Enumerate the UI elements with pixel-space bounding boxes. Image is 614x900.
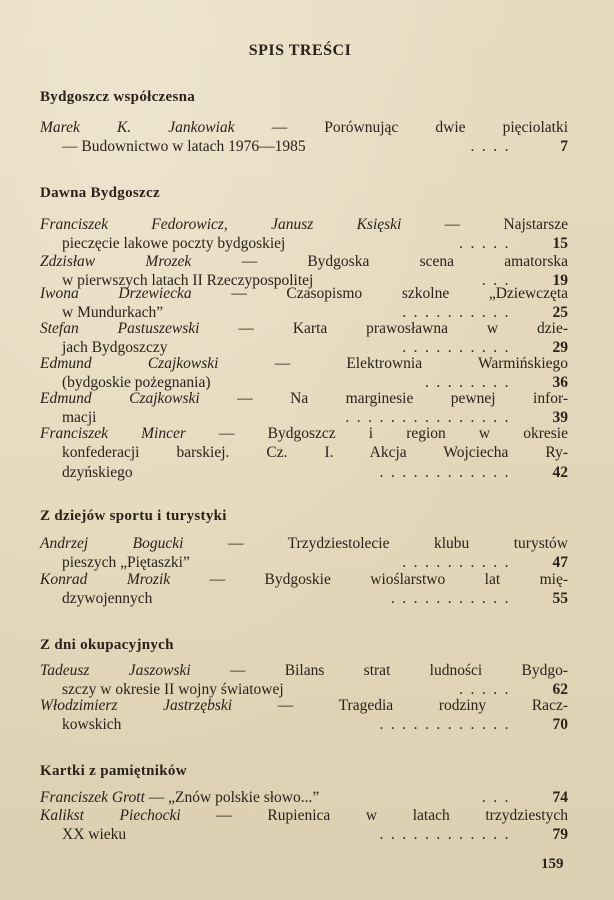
entry-title: — Budownictwo w latach 1976—1985 xyxy=(62,138,306,156)
leader-dots: ............ xyxy=(379,716,516,734)
entry-title: — „Znów polskie słowo...” xyxy=(144,789,320,806)
entry-author: Franciszek Fedorowicz, Janusz Księski xyxy=(40,216,402,233)
entry-title: — Bydgoska scena amatorska xyxy=(191,253,568,270)
entry-title: (bydgoskie pożegnania) xyxy=(62,374,211,392)
toc-entry xyxy=(40,284,568,323)
entry-author: Kalikst Piechocki xyxy=(40,807,181,824)
leader-dots: .... xyxy=(470,138,516,156)
entry-title: — Najstarsze xyxy=(401,216,568,233)
entry-author: Włodzimierz Jastrzębski xyxy=(40,697,233,714)
entry-title: XX wieku xyxy=(62,826,127,844)
toc-entry xyxy=(40,424,568,482)
page-number: 39 xyxy=(552,409,568,427)
entry-title: — Porównując dwie pięciolatki xyxy=(234,119,569,136)
page-number: 15 xyxy=(552,235,568,253)
leader-dots: .......... xyxy=(402,554,516,572)
folio-page-number: 159 xyxy=(541,856,564,872)
entry-title: dzywojennych xyxy=(62,590,153,608)
page-number: 7 xyxy=(560,138,568,156)
entry-title: kowskich xyxy=(62,716,122,734)
entry-title: — Tragedia rodziny Racz- xyxy=(232,697,568,714)
entry-title: — Karta prawosławna w dzie- xyxy=(199,320,568,337)
leader-dots: ... xyxy=(481,789,516,806)
entry-title: jach Bydgoszczy xyxy=(62,339,168,357)
leader-dots: ..... xyxy=(459,681,516,699)
entry-title: — Bydgoskie wioślarstwo lat mię- xyxy=(170,571,568,588)
entry-title: pieszych „Piętaszki” xyxy=(62,554,190,572)
section-heading: Bydgoszcz współczesna xyxy=(40,89,196,105)
toc-entry xyxy=(40,215,568,254)
toc-entry xyxy=(40,389,568,428)
page-number: 74 xyxy=(552,789,568,806)
entry-title: — Trzydziestolecie klubu turystów xyxy=(183,535,568,552)
entry-author: Franciszek Mincer xyxy=(40,425,186,442)
page-number: 70 xyxy=(552,716,568,734)
toc-entry xyxy=(40,788,568,807)
section-heading: Kartki z pamiętników xyxy=(40,763,187,779)
page-number: 42 xyxy=(552,463,568,481)
page-number: 79 xyxy=(552,826,568,844)
leader-dots: ............ xyxy=(379,826,516,844)
leader-dots: ............ xyxy=(379,463,516,481)
leader-dots: ........... xyxy=(390,590,516,608)
toc-entry xyxy=(40,354,568,393)
toc-entry xyxy=(40,319,568,358)
entry-title: — Na marginesie pewnej infor- xyxy=(199,390,568,407)
toc-entry xyxy=(40,118,568,157)
entry-author: Marek K. Jankowiak xyxy=(40,119,235,136)
page-number: 29 xyxy=(552,339,568,357)
page-title: SPIS TREŚCI xyxy=(248,42,352,59)
entry-title: szczy w okresie II wojny światowej xyxy=(62,681,284,699)
entry-title: pieczęcie lakowe poczty bydgoskiej xyxy=(62,235,286,253)
entry-title: — Bydgoszcz i region w okresie xyxy=(185,425,568,442)
entry-author: Andrzej Bogucki xyxy=(40,535,184,552)
page-number: 62 xyxy=(552,681,568,699)
entry-title: w Mundurkach” xyxy=(62,304,164,322)
toc-entry xyxy=(40,696,568,735)
page-number: 36 xyxy=(552,374,568,392)
entry-title: — Rupienica w latach trzydziestych xyxy=(180,807,568,824)
leader-dots: ........ xyxy=(425,374,516,392)
section-heading: Z dni okupacyjnych xyxy=(40,637,174,653)
entry-title: dzyńskiego xyxy=(62,463,133,481)
leader-dots: ............... xyxy=(345,409,516,427)
entry-title: macji xyxy=(62,409,97,427)
toc-entry xyxy=(40,661,568,700)
entry-author: Iwona Drzewiecka xyxy=(40,285,192,302)
entry-author: Konrad Mrozik xyxy=(40,571,171,588)
page-number: 25 xyxy=(552,304,568,322)
entry-title: — Bilans strat ludności Bydgo- xyxy=(190,662,568,679)
page-number: 19 xyxy=(552,272,568,290)
toc-entry xyxy=(40,570,568,609)
entry-author: Stefan Pastuszewski xyxy=(40,320,200,337)
leader-dots: ..... xyxy=(459,235,516,253)
leader-dots: ... xyxy=(481,272,516,290)
leader-dots: .......... xyxy=(402,339,516,357)
entry-author: Zdzisław Mrozek xyxy=(40,253,192,270)
section-heading: Dawna Bydgoszcz xyxy=(40,185,160,201)
entry-title: konfederacji barskiej. Cz. I. Akcja Wojciecha Ry- xyxy=(62,444,568,462)
leader-dots: .......... xyxy=(402,304,516,322)
entry-title: w pierwszych latach II Rzeczypospolitej xyxy=(62,272,314,290)
toc-entry xyxy=(40,534,568,573)
entry-author: Franciszek Grott xyxy=(40,789,145,806)
section-heading: Z dziejów sportu i turystyki xyxy=(40,508,227,524)
entry-title: — Elektrownia Warmińskiego xyxy=(218,355,569,372)
entry-author: Edmund Czajkowski xyxy=(40,390,200,407)
entry-author: Tadeusz Jaszowski xyxy=(40,662,191,679)
page-number: 47 xyxy=(552,554,568,572)
entry-title: — Czasopismo szkolne „Dziewczęta xyxy=(191,285,569,302)
page-number: 55 xyxy=(552,590,568,608)
toc-entry xyxy=(40,806,568,845)
entry-author: Edmund Czajkowski xyxy=(40,355,219,372)
